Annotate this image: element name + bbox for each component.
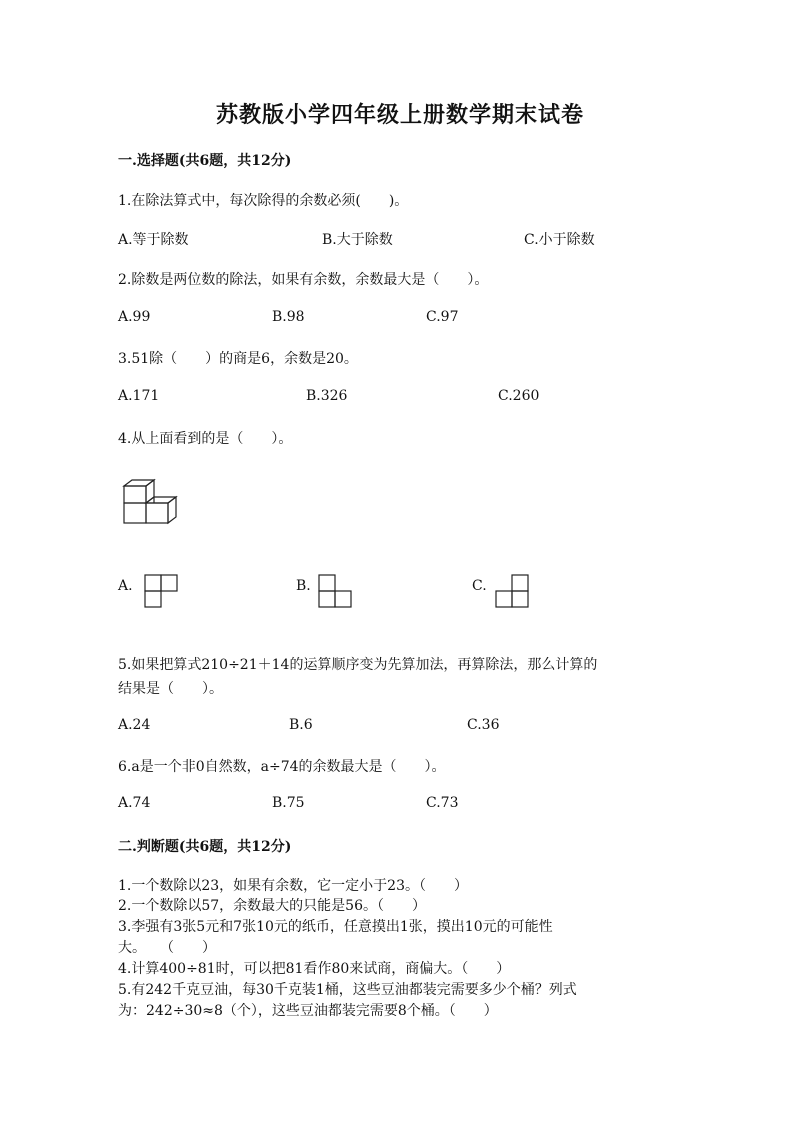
q2-option-a: A.99 [118, 309, 151, 325]
q6-stem: 6.a是一个非0自然数，a÷74的余数最大是（ ）。 [118, 759, 446, 775]
option-c-view-icon [494, 573, 530, 609]
q4-stem: 4.从上面看到的是（ ）。 [118, 431, 293, 447]
section1-heading: 一.选择题(共6题，共12分) [118, 153, 292, 169]
section2-heading: 二.判断题(共6题，共12分) [118, 839, 292, 855]
q4-option-b: B. [296, 578, 311, 594]
q1-option-b: B.大于除数 [322, 232, 393, 248]
q4-option-c: C. [472, 578, 487, 594]
q5-option-b: B.6 [289, 717, 313, 733]
judge-line-1: 1.一个数除以23，如果有余数，它一定小于23。（ ） [118, 878, 468, 894]
q2-option-b: B.98 [272, 309, 305, 325]
q6-option-c: C.73 [426, 795, 459, 811]
q2-option-c: C.97 [426, 309, 459, 325]
judge-line-3: 3.李强有3张5元和7张10元的纸币，任意摸出1张，摸出10元的可能性 [118, 919, 553, 935]
q3-option-b: B.326 [306, 388, 348, 404]
cube-stack-figure [118, 478, 184, 528]
judge-line-6: 5.有242千克豆油，每30千克装1桶，这些豆油都装完需要多少个桶？列式 [118, 982, 577, 998]
q6-option-a: A.74 [118, 795, 151, 811]
q5-option-a: A.24 [118, 717, 151, 733]
q6-option-b: B.75 [272, 795, 305, 811]
q1-stem: 1.在除法算式中，每次除得的余数必须( )。 [118, 193, 409, 209]
q2-stem: 2.除数是两位数的除法，如果有余数，余数最大是（ ）。 [118, 272, 489, 288]
q5-option-c: C.36 [467, 717, 500, 733]
q1-option-c: C.小于除数 [524, 232, 595, 248]
q1-option-a: A.等于除数 [118, 232, 189, 248]
option-a-view-icon [143, 573, 179, 609]
q5-stem-line2: 结果是（ ）。 [118, 681, 223, 697]
judge-line-5: 4.计算400÷81时，可以把81看作80来试商，商偏大。（ ） [118, 961, 511, 977]
q5-stem-line1: 5.如果把算式210÷21＋14的运算顺序变为先算加法，再算除法，那么计算的 [118, 657, 598, 673]
judge-line-4: 大。 （ ） [118, 940, 216, 956]
judge-line-2: 2.一个数除以57，余数最大的只能是56。（ ） [118, 898, 426, 914]
option-b-view-icon [317, 573, 353, 609]
q3-option-a: A.171 [118, 388, 160, 404]
page-title: 苏教版小学四年级上册数学期末试卷 [215, 102, 584, 128]
judge-line-7: 为：242÷30≈8（个），这些豆油都装完需要8个桶。（ ） [118, 1003, 498, 1019]
q3-stem: 3.51除（ ）的商是6，余数是20。 [118, 351, 358, 367]
q4-option-a: A. [118, 578, 133, 594]
q3-option-c: C.260 [498, 388, 540, 404]
